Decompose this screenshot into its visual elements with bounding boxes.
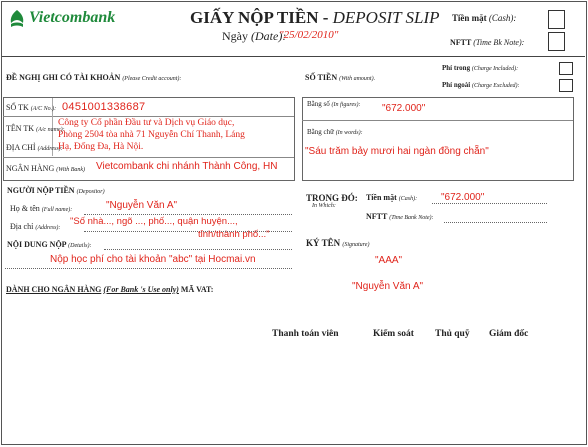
account-address-line1[interactable]: Phòng 2504 tòa nhà 71 Nguyễn Chí Thanh, Láng (58, 130, 245, 140)
depositor-name-value[interactable]: "Nguyễn Văn A" (106, 200, 178, 211)
amount-row-divider (302, 120, 573, 121)
header-cash-label: Tiền mặt (Cash): (452, 13, 517, 23)
bank-use-heading: DÀNH CHO NGÂN HÀNG (For Bank 's Use only) MÃ VAT: (6, 285, 214, 294)
signature-label: KÝ TÊN (Signature) (306, 238, 370, 248)
date-label: Ngày (222, 29, 248, 43)
depositor-name-label: Họ & tên (Full name): (10, 204, 73, 213)
bank-label: NGÂN HÀNG (With Bank) (6, 164, 86, 173)
role-director: Giám đốc (489, 329, 529, 339)
signature-name[interactable]: "Nguyễn Văn A" (352, 281, 424, 292)
fee-excluded-label: Phí ngoài (Charge Excluded): (442, 81, 520, 89)
details-value[interactable]: Nộp học phí cho tài khoản "abc" tại Hocmai.vn (50, 254, 256, 265)
slip-title-vn: GIẤY NỘP TIỀN - (190, 8, 329, 27)
signature-value[interactable]: "AAA" (375, 255, 403, 266)
date-row (222, 29, 286, 44)
slip-title (190, 8, 440, 28)
words-label: Bằng chữ (In words): (307, 128, 363, 136)
depositor-address-label: Địa chỉ (Address): (10, 222, 61, 231)
header-transfer-label: NFTT (Time Bk Note): (450, 38, 525, 47)
account-name-label: TÊN TK (A/c name): (6, 124, 65, 133)
fee-included-label: Phí trong (Charge Included): (442, 64, 519, 72)
breakdown-transfer-label: NFTT (Time Bank Note): (366, 212, 434, 221)
depositor-name-line (84, 214, 292, 215)
role-controller: Kiểm soát (373, 329, 414, 339)
account-row-divider (3, 116, 294, 117)
words-value[interactable]: "Sáu trăm bảy mươi hai ngàn đồng chẵn" (305, 146, 489, 157)
account-row-divider (3, 157, 294, 158)
header-transfer-checkbox[interactable] (548, 32, 565, 51)
breakdown-heading: TRONG ĐÓ: (306, 193, 358, 203)
breakdown-heading-en: In Which: (312, 203, 336, 209)
header-cash-checkbox[interactable] (548, 10, 565, 29)
account-name-value[interactable]: Công ty Cổ phần Đầu tư và Dịch vụ Giáo dục, (58, 118, 235, 128)
depositor-heading: NGƯỜI NỘP TIỀN (Depositor) (7, 186, 105, 195)
breakdown-transfer-line (444, 222, 547, 223)
details-line-2 (5, 268, 292, 269)
bank-value[interactable]: Vietcombank chi nhánh Thành Công, HN (96, 161, 278, 172)
account-no-label: SỐ TK (A/C No.): (6, 103, 57, 112)
breakdown-cash-label: Tiền mặt (Cash): (366, 193, 418, 202)
depositor-address-line1[interactable]: "Số nhà..., ngõ ..., phố..., quận huyện..., (70, 216, 238, 227)
account-no-value[interactable]: 0451001338687 (62, 101, 146, 113)
figures-value[interactable]: "672.000" (382, 103, 426, 114)
account-address-line2[interactable]: Hạ, Đống Đa, Hà Nội. (58, 142, 144, 152)
vietcombank-logo-icon (8, 9, 26, 29)
role-cashier: Thủ quỹ (435, 329, 470, 339)
date-label-en: (Date): (251, 29, 287, 43)
role-payment-officer: Thanh toán viên (272, 329, 339, 339)
amount-heading: SỐ TIỀN (With amount). (305, 73, 376, 82)
bank-name: Vietcombank (29, 9, 116, 26)
breakdown-cash-value[interactable]: "672.000" (441, 192, 485, 203)
depositor-address-line2[interactable]: tỉnh/thành phố..." (198, 229, 270, 240)
date-value[interactable]: "25/02/2010" (279, 29, 339, 41)
breakdown-cash-line (432, 203, 547, 204)
details-label: NỘI DUNG NỘP (Details): (7, 240, 92, 249)
fee-included-checkbox[interactable] (559, 62, 573, 75)
fee-excluded-checkbox[interactable] (559, 79, 573, 92)
figures-label: Bằng số (In figures): (307, 100, 361, 108)
account-address-label: ĐỊA CHỈ (Address): (6, 143, 63, 152)
bank-logo (8, 9, 26, 34)
slip-title-en: DEPOSIT SLIP (332, 8, 440, 27)
details-line (104, 249, 292, 250)
amount-box (302, 97, 574, 181)
header-divider (2, 56, 585, 57)
credit-account-heading: ĐỀ NGHỊ GHI CÓ TÀI KHOẢN (Please Credit account): (6, 73, 182, 82)
